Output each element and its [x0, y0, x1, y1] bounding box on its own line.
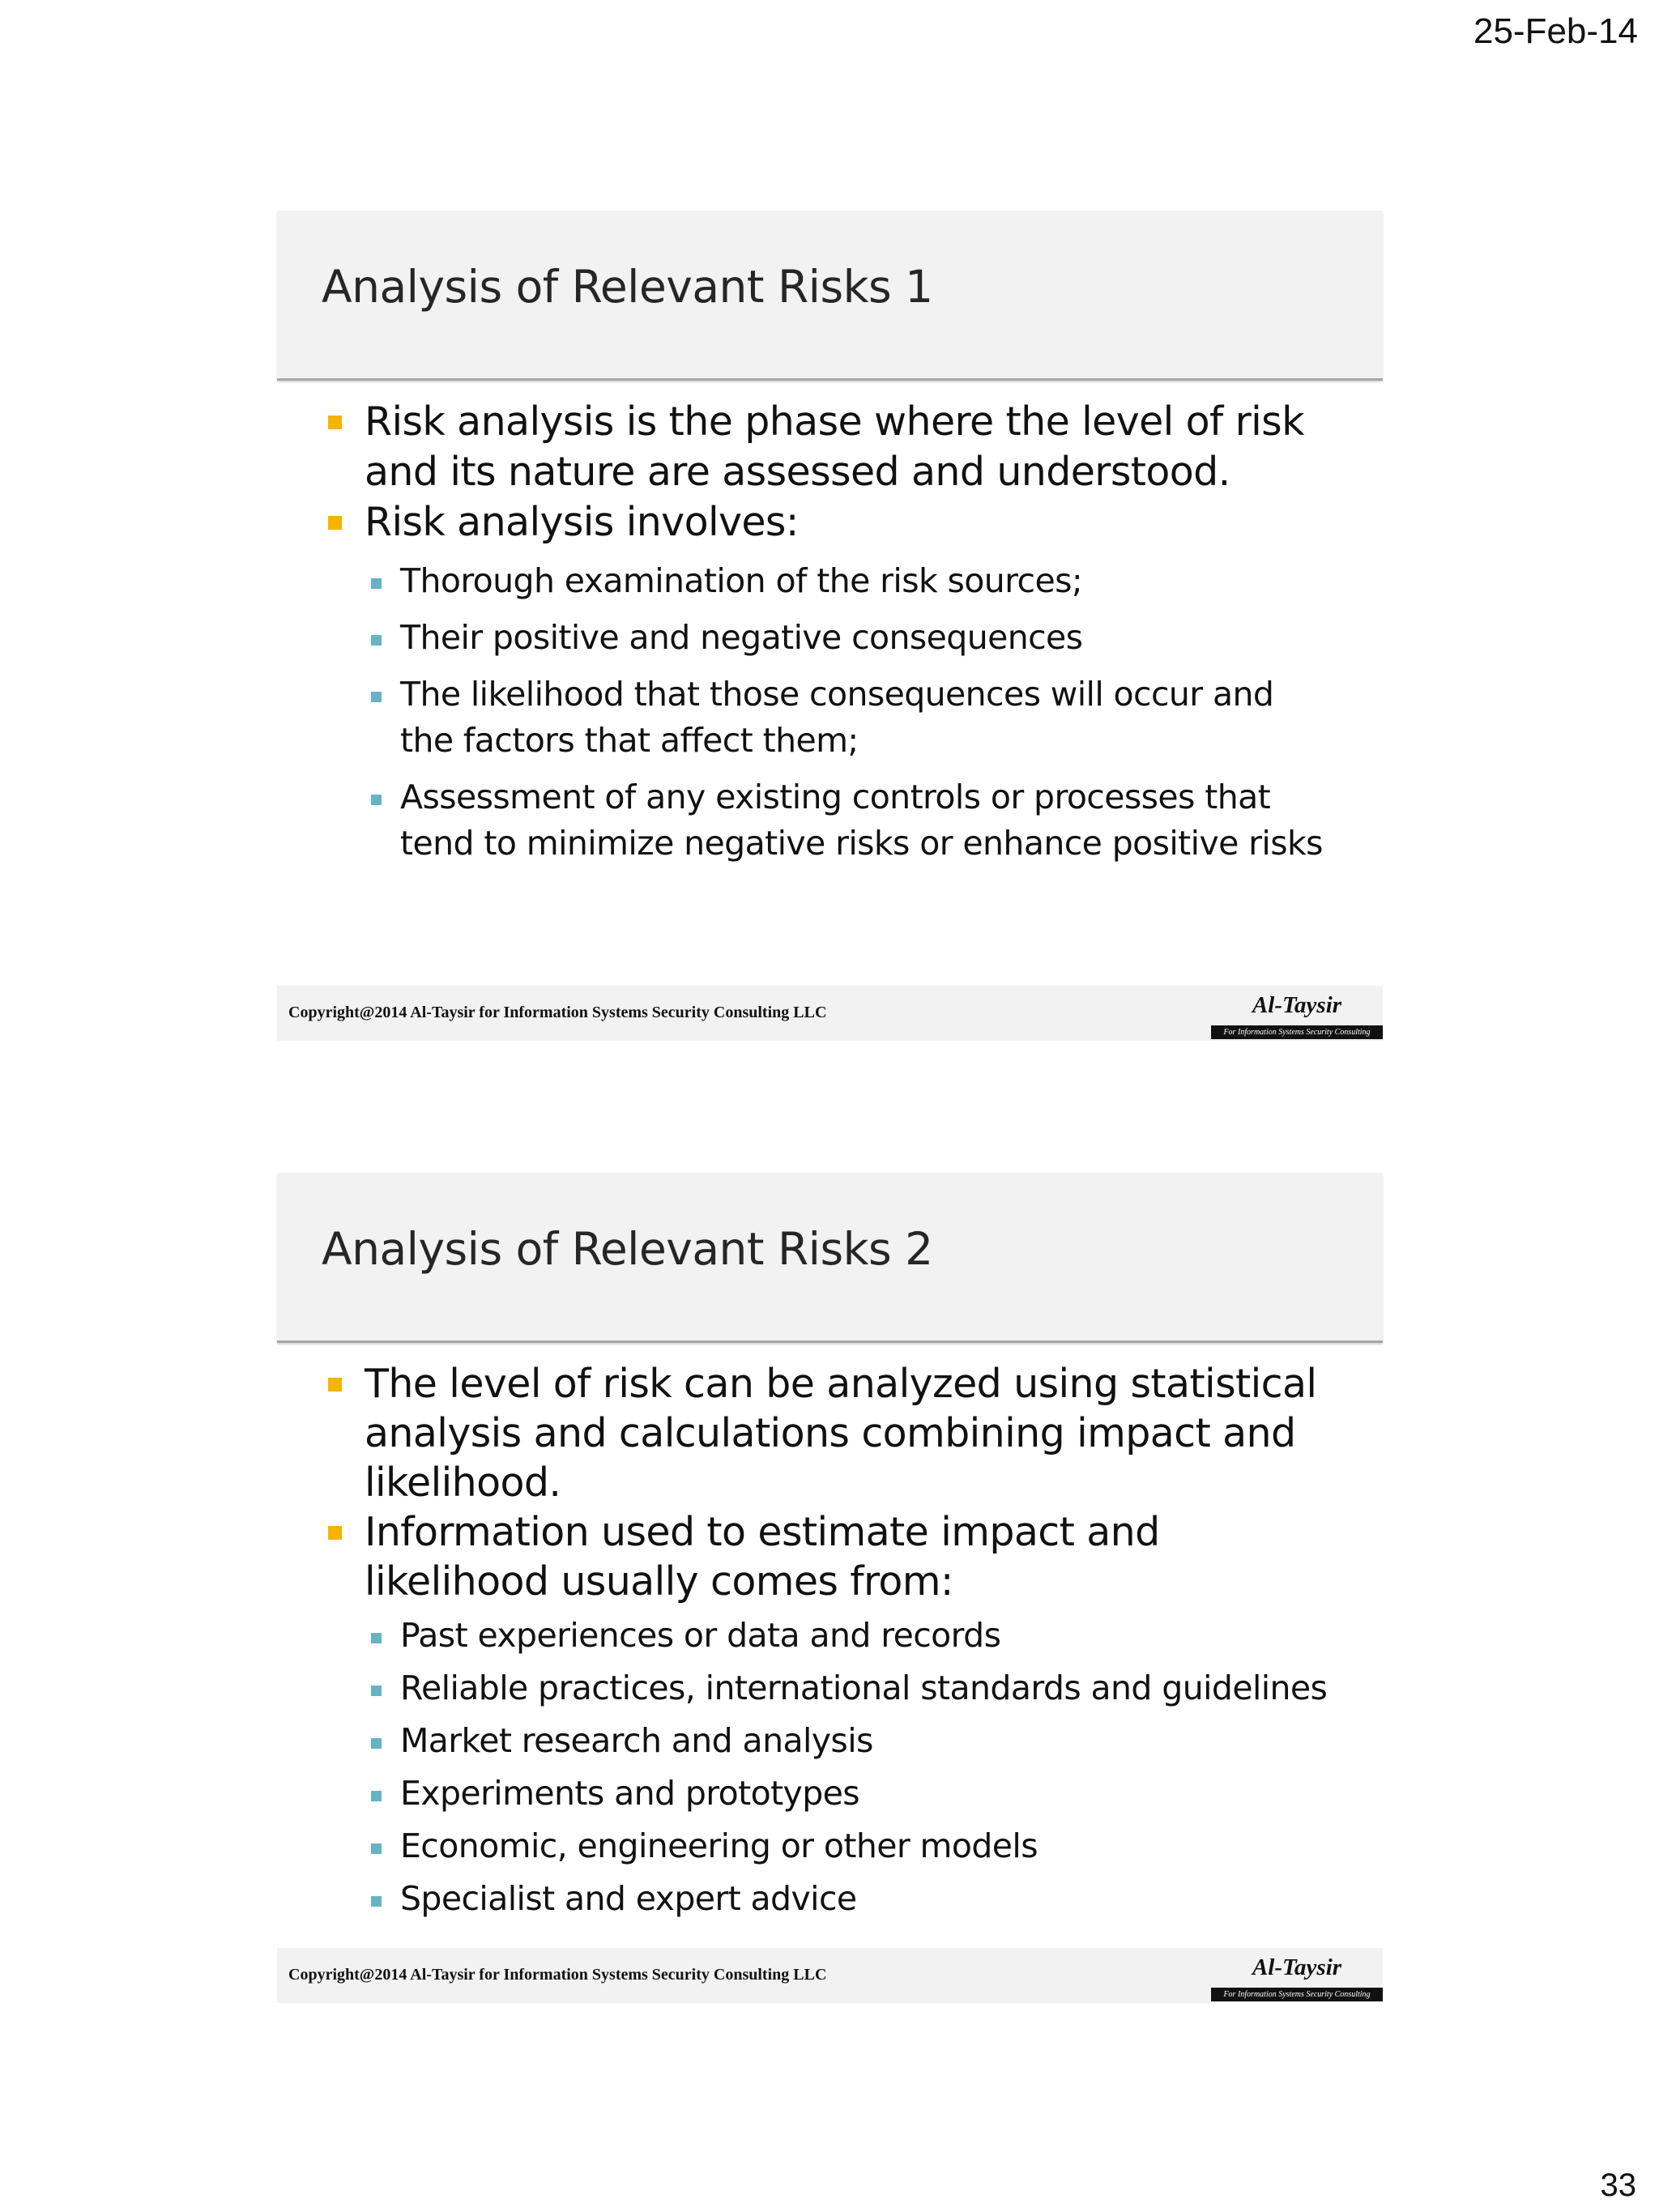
sub-bullet-text: Past experiences or data and records	[400, 1616, 1001, 1655]
slide-title-band	[277, 211, 1383, 381]
bullet-item	[277, 1507, 1383, 1606]
page-number: 33	[1600, 2167, 1636, 2203]
square-bullet-icon	[371, 795, 382, 805]
sub-bullet-item	[277, 774, 1383, 867]
page-date: 25-Feb-14	[1473, 11, 1638, 51]
sub-bullet-text: Experiments and prototypes	[400, 1774, 860, 1813]
sub-bullet-item	[277, 1718, 1383, 1764]
square-bullet-icon	[371, 1791, 382, 1801]
sub-bullet-item	[277, 1771, 1383, 1817]
slide-title: Analysis of Relevant Risks 1	[322, 261, 933, 313]
square-bullet-icon	[371, 578, 382, 589]
sub-bullet-text: Their positive and negative consequences	[400, 618, 1083, 657]
bullet-item	[277, 1359, 1383, 1507]
square-bullet-icon	[371, 1633, 382, 1643]
sub-bullet-item	[277, 615, 1383, 661]
sub-bullet-item	[277, 1665, 1383, 1711]
sub-bullet-text: Market research and analysis	[400, 1721, 873, 1760]
sub-bullet-item	[277, 1876, 1383, 1922]
bullet-item	[277, 497, 1383, 548]
company-logo	[1211, 1951, 1383, 2001]
sub-bullet-text: Thorough examination of the risk sources;	[400, 561, 1083, 600]
sub-bullet-item	[277, 671, 1383, 764]
sub-bullet-text: The likelihood that those consequences will occur and the factors that affect them;	[400, 675, 1274, 760]
square-bullet-icon	[371, 692, 382, 702]
copyright-text: Copyright@2014 Al-Taysir for Information Systems Security Consulting LLC	[288, 1004, 827, 1021]
slide-content	[277, 1359, 1383, 1922]
square-bullet-icon	[328, 416, 342, 429]
square-bullet-icon	[371, 1738, 382, 1749]
sub-bullet-item	[277, 1613, 1383, 1659]
sub-bullet-text: Economic, engineering or other models	[400, 1826, 1038, 1865]
logo-name: Al-Taysir	[1252, 1954, 1342, 1980]
bullet-text: Risk analysis involves:	[365, 499, 799, 545]
logo-name: Al-Taysir	[1252, 992, 1342, 1018]
slide-footer	[277, 986, 1383, 1041]
square-bullet-icon	[328, 516, 342, 530]
sub-bullet-item	[277, 1823, 1383, 1869]
sub-bullet-item	[277, 558, 1383, 604]
logo-tagline: For Information Systems Security Consulting	[1211, 1025, 1383, 1039]
square-bullet-icon	[328, 1526, 342, 1540]
slide-title: Analysis of Relevant Risks 2	[322, 1223, 933, 1275]
slide-1	[277, 211, 1383, 1041]
square-bullet-icon	[371, 1896, 382, 1907]
square-bullet-icon	[328, 1378, 342, 1392]
square-bullet-icon	[371, 1843, 382, 1854]
slide-title-band	[277, 1173, 1383, 1343]
bullet-text: Information used to estimate impact and likelihood usually comes from:	[365, 1509, 1160, 1605]
slide-footer	[277, 1948, 1383, 2003]
copyright-text: Copyright@2014 Al-Taysir for Information Systems Security Consulting LLC	[288, 1966, 827, 1984]
sub-bullet-text: Specialist and expert advice	[400, 1879, 857, 1918]
bullet-text: The level of risk can be analyzed using statistical analysis and calculations combining impact and likelihood.	[365, 1361, 1317, 1506]
bullet-text: Risk analysis is the phase where the level of risk and its nature are assessed and understood.	[365, 399, 1304, 495]
slide-2	[277, 1173, 1383, 2003]
square-bullet-icon	[371, 635, 382, 646]
slide-content	[277, 397, 1383, 867]
company-logo	[1211, 989, 1383, 1039]
square-bullet-icon	[371, 1686, 382, 1696]
bullet-item	[277, 397, 1383, 497]
logo-tagline: For Information Systems Security Consulting	[1211, 1988, 1383, 2001]
sub-bullet-text: Reliable practices, international standards and guidelines	[400, 1669, 1328, 1707]
bullet-list	[277, 397, 1383, 867]
sub-bullet-text: Assessment of any existing controls or processes that tend to minimize negative risks or enhance positive risks	[400, 778, 1323, 863]
bullet-list	[277, 1359, 1383, 1922]
